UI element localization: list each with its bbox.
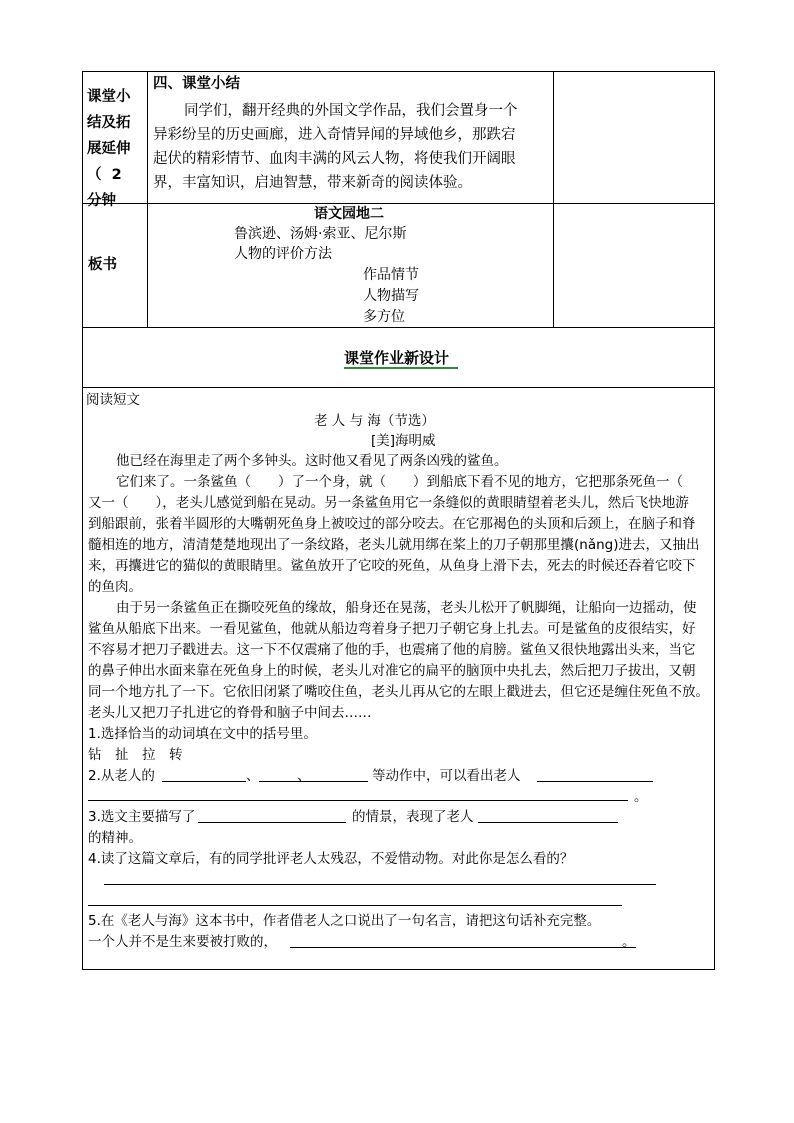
row-divider-3 [82, 387, 715, 388]
question-3-middle: 的情景，表现了老人 [352, 809, 474, 825]
table-top-border [82, 71, 715, 72]
summary-line: 同学们，翻开经典的外国文学作品，我们会置身一个 [184, 103, 518, 119]
passage-author: [美]海明威 [371, 433, 436, 449]
answer-blank[interactable] [88, 905, 622, 906]
summary-line: 界，丰富知识，启迪智慧，带来新奇的阅读体验。 [153, 175, 472, 191]
answer-blank[interactable] [314, 781, 368, 782]
board-label: 板书 [88, 257, 117, 273]
answer-blank[interactable] [537, 781, 653, 782]
answer-blank[interactable] [478, 822, 618, 823]
table-left-border [82, 71, 83, 970]
table-bottom-border [82, 969, 715, 970]
board-line: 人物描写 [363, 288, 419, 304]
question-2-separator: 、 [246, 768, 260, 784]
question-5-prefix: 一个人并不是生来要被打败的， [88, 934, 277, 950]
answer-blank[interactable] [198, 822, 346, 823]
passage-line: 的鼻子伸出水面来靠在死鱼身上的时候，老头儿对准它的扁平的脑顶中央扎去，然后把刀子拔出，又朝 [88, 663, 696, 679]
passage-line: 他已经在海里走了两个多钟头。这时他又看见了两条凶残的鲨鱼。 [116, 453, 508, 469]
homework-title-underline [344, 367, 458, 369]
summary-line: 异彩纷呈的历史画廊，进入奇情异闻的异域他乡，那跌宕 [153, 127, 516, 143]
table-right-border [714, 71, 715, 970]
answer-blank[interactable] [290, 947, 636, 948]
summary-label-line: （ 2 [87, 167, 122, 183]
passage-line: 同一个地方扎了一下。它依旧闭紧了嘴咬住鱼，老头儿再从它的左眼上戳进去，但它还是缠住死鱼不放。 [88, 684, 709, 700]
passage-line: 不容易才把刀子戳进去。这一下不仅震痛了他的手，也震痛了他的肩膀。鲨鱼又很快地露出头来，当它 [88, 642, 696, 658]
summary-label-line: 展延伸 [87, 141, 131, 157]
board-line: 人物的评价方法 [234, 246, 332, 262]
question-5-end: 。 [622, 934, 636, 950]
row-divider-1 [82, 203, 715, 204]
board-title: 语文园地二 [314, 206, 384, 222]
reading-intro: 阅读短文 [86, 392, 140, 408]
summary-line: 起伏的精彩情节、血肉丰满的风云人物，将使我们开阔眼 [153, 151, 516, 167]
summary-label [87, 84, 143, 214]
question-1-words: 钻 扯 拉 转 [88, 747, 183, 763]
homework-title: 课堂作业新设计 [344, 349, 450, 367]
question-1: 1.选择恰当的动词填在文中的括号里。 [88, 726, 317, 742]
question-2-end: 。 [634, 789, 648, 805]
notes-column-divider [553, 71, 554, 328]
summary-label-line: 分钟 [87, 193, 116, 209]
passage-line: 由于另一条鲨鱼正在撕咬死鱼的缘故，船身还在晃荡，老头儿松开了帆脚绳，让船向一边摇动，使 [116, 600, 697, 616]
passage-line: 髓相连的地方，清清楚楚地现出了一条纹路，老头儿就用绑在桨上的刀子朝那里攮(nǎng)进去，又抽出 [88, 537, 700, 553]
question-3-prefix: 3.选文主要描写了 [88, 809, 196, 825]
passage-line: 又一（ ），老头儿感觉到船在晃动。另一条鲨鱼用它一条缝似的黄眼睛望着老头儿，然后飞快地游 [88, 495, 689, 511]
board-line: 鲁滨逊、汤姆·索亚、尼尔斯 [234, 226, 407, 242]
question-2-separator: 、 [297, 768, 311, 784]
question-4: 4.读了这篇文章后，有的同学批评老人太残忍，不爱惜动物。对此你是怎么看的？ [88, 851, 574, 867]
passage-line: 鲨鱼从船底下出来。一看见鲨鱼，他就从船边弯着身子把刀子朝它身上扎去。可是鲨鱼的皮很结实，好 [88, 621, 696, 637]
summary-label-line: 课堂小 [87, 89, 131, 105]
answer-blank[interactable] [88, 800, 628, 801]
question-2-prefix: 2.从老人的 [88, 768, 155, 784]
passage-line: 的鱼肉。 [88, 579, 142, 595]
board-line: 作品情节 [363, 267, 419, 283]
passage-line: 老头儿又把刀子扎进它的脊骨和脑子中间去…… [88, 705, 372, 721]
question-5: 5.在《老人与海》这本书中，作者借老人之口说出了一句名言，请把这句话补充完整。 [88, 913, 601, 929]
passage-line: 来，再攮进它的猫似的黄眼睛里。鲨鱼放开了它咬的死鱼，从鱼身上滑下去，死去的时候还吞着它咬下 [88, 558, 696, 574]
answer-blank[interactable] [104, 884, 656, 885]
answer-blank[interactable] [162, 781, 246, 782]
passage-line: 它们来了。一条鲨鱼（ ）了一个身，就（ ）到船底下看不见的地方，它把那条死鱼一（ [116, 474, 683, 490]
passage-title: 老 人 与 海（节选） [314, 413, 435, 429]
question-3-end: 的精神。 [88, 830, 142, 846]
summary-heading: 四、课堂小结 [153, 76, 240, 92]
board-line: 多方位 [363, 309, 405, 325]
passage-line: 到船跟前，张着半圆形的大嘴朝死鱼身上被咬过的部分咬去。在它那褐色的头顶和后颈上，在脑子和脊 [88, 516, 696, 532]
row-divider-2 [82, 327, 715, 328]
summary-label-line: 结及拓 [87, 115, 131, 131]
label-column-divider [147, 71, 148, 328]
question-2-middle: 等动作中，可以看出老人 [372, 768, 521, 784]
